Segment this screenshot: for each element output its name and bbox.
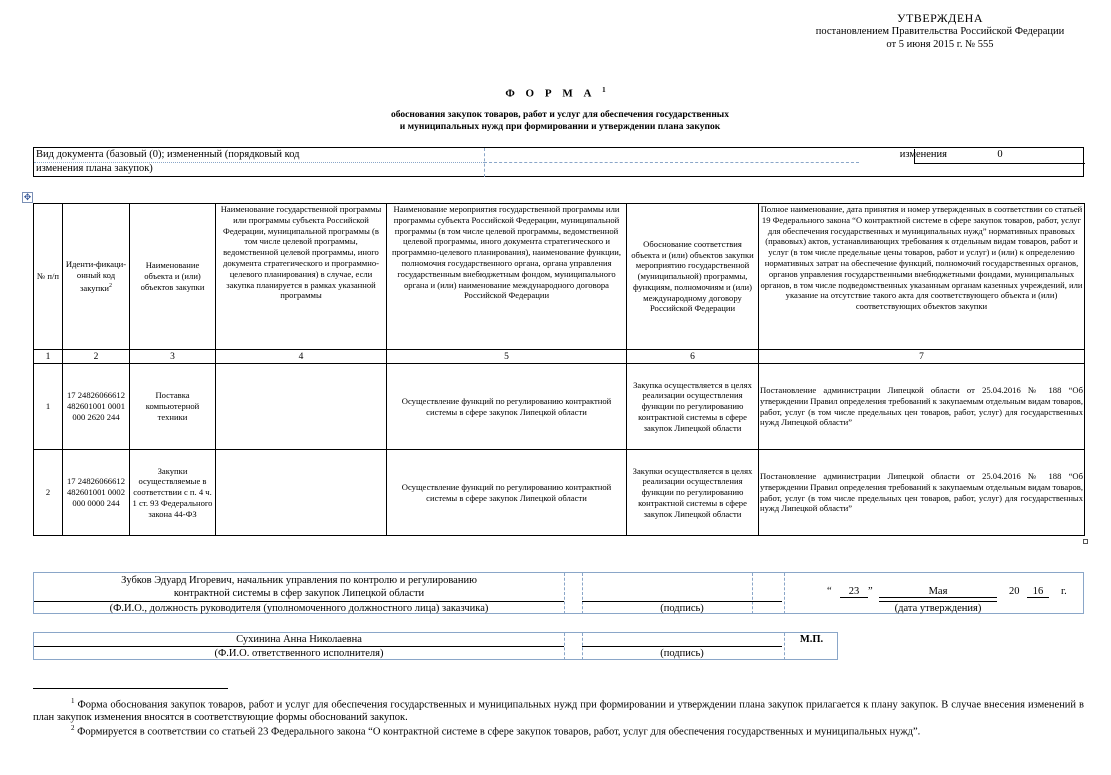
header-cell-program: Наименование государственной программы или программы субъекта Российской Федерации, муниципальной программы (в том числе целевой программы, ведомственной целевой программы, иного документа стратегического и программно-целевого планирования) в случае, если закупка планируется в рамках указанной программы bbox=[216, 204, 387, 350]
approval-date-caption: (дата утверждения) bbox=[879, 601, 997, 615]
document-type-line1: Вид документа (базовый (0); измененный (порядковый код bbox=[36, 149, 300, 160]
footnote-1-text: Форма обоснования закупок товаров, работ и услуг для обеспечения государственных и муниципальных нужд при формировании и утверждении плана закупок прилагается к плану закупок. В случае внесения изменений в план закупок изменения вносятся в соответствующие формы обоснований закупок. bbox=[33, 699, 1084, 723]
approval-year-field[interactable]: 16 bbox=[1027, 586, 1049, 598]
measure-cell[interactable]: Осуществление функций по регулированию контрактной системы в сфере закупок Липецкой области bbox=[387, 450, 627, 536]
header-cell-act: Полное наименование, дата принятия и номер утвержденных в соответствии со статьей 19 Федерального закона “О контрактной системе в сфере закупок товаров, работ, услуг для обеспечения государственных и муниципальных нужд” нормативных правовых (правовых) актов, устанавливающих требования к отдельным видам товаров, работ и услуг (в том числе предельные цены товаров, работ и услуг) и (или) к определению нормативных затрат на обеспечение функций, полномочий государственных органов, органов управления государственными внебюджетными фондами, муниципальных органов, в том числе подведомственных указанным органам казенных учреждений, или указание на отсутствие такого акта для соответствующего объекта и (или) соответствующих объектов закупки bbox=[759, 204, 1085, 350]
footnote-2-text: Формируется в соответствии со статьей 23 Федерального закона “О контрактной системе в сфере закупок товаров, работ, услуг для обеспечения государственных и муниципальных нужд”. bbox=[77, 726, 921, 738]
column-number: 1 bbox=[34, 350, 63, 364]
header-code-text: Иденти-фикаци-онный код закупки bbox=[65, 259, 127, 293]
form-title bbox=[0, 86, 1111, 100]
footnote-separator bbox=[33, 688, 228, 689]
head-name-position[interactable] bbox=[34, 574, 564, 600]
procurement-code-cell[interactable]: 17 24826066612 482601001 0002 000 0000 244 bbox=[63, 450, 130, 536]
head-name-line1: Зубков Эдуард Игоревич, начальник управления по контролю и регулированию bbox=[121, 575, 477, 586]
table-move-handle-icon[interactable]: ✥ bbox=[23, 192, 32, 202]
document-type-line2: изменения плана закупок) bbox=[36, 163, 153, 174]
table-row bbox=[34, 450, 1085, 536]
measure-cell[interactable]: Осуществление функций по регулированию контрактной системы в сфере закупок Липецкой области bbox=[387, 364, 627, 450]
executor-block bbox=[33, 632, 838, 660]
form-subtitle-line1: обоснования закупок товаров, работ и услуг для обеспечения государственных bbox=[391, 110, 729, 120]
form-title-text: Ф О Р М А bbox=[505, 87, 596, 100]
object-cell[interactable]: Поставка компьютерной техники bbox=[130, 364, 216, 450]
date-quote-close: ” bbox=[868, 586, 873, 597]
head-signature-caption: (подпись) bbox=[582, 601, 782, 615]
column-number: 7 bbox=[759, 350, 1085, 364]
executor-signature-caption: (подпись) bbox=[582, 646, 782, 660]
approval-block bbox=[795, 12, 1085, 51]
column-number: 4 bbox=[216, 350, 387, 364]
program-cell[interactable] bbox=[216, 450, 387, 536]
form-subtitle-line2: и муниципальных нужд при формировании и утверждении плана закупок bbox=[399, 122, 721, 132]
approval-line1: постановлением Правительства Российской Федерации bbox=[815, 26, 1065, 37]
column-number: 3 bbox=[130, 350, 216, 364]
form-title-footnote-mark: 1 bbox=[602, 86, 606, 94]
executor-name-field[interactable]: Сухинина Анна Николаевна bbox=[236, 634, 362, 645]
divider bbox=[484, 162, 859, 163]
header-cell-object: Наименование объекта и (или) объектов закупки bbox=[130, 204, 216, 350]
procurement-justification-table bbox=[33, 203, 1085, 536]
executor-name-caption: (Ф.И.О. ответственного исполнителя) bbox=[34, 646, 564, 660]
approval-line2: от 5 июня 2015 г. № 555 bbox=[886, 39, 994, 50]
divider bbox=[564, 573, 565, 614]
divider bbox=[484, 148, 485, 177]
column-number: 5 bbox=[387, 350, 627, 364]
seal-place-label: М.П. bbox=[799, 634, 824, 645]
footnote-2-mark: 2 bbox=[71, 724, 75, 732]
approval-day-field[interactable]: 23 bbox=[840, 586, 868, 598]
footnote-2 bbox=[33, 722, 1084, 739]
changes-value-field[interactable]: 0 bbox=[914, 149, 1085, 164]
procurement-code-cell[interactable]: 17 24826066612 482601001 0001 000 2620 244 bbox=[63, 364, 130, 450]
column-number: 6 bbox=[627, 350, 759, 364]
table-row bbox=[34, 364, 1085, 450]
year-prefix: 20 bbox=[1009, 586, 1020, 597]
divider bbox=[564, 633, 565, 660]
column-number: 2 bbox=[63, 350, 130, 364]
approval-signature-block bbox=[33, 572, 1084, 614]
table-header-row bbox=[34, 204, 1085, 350]
column-number-row bbox=[34, 350, 1085, 364]
program-cell[interactable] bbox=[216, 364, 387, 450]
act-cell[interactable]: Постановление администрации Липецкой области от 25.04.2016 № 188 “Об утверждении Правил определения требований к закупаемым отдельным видам товаров, работ, услуг (в том числе предельных цен товаров, работ, услуг) для государственных нужд Липецкой области” bbox=[759, 364, 1085, 450]
header-cell-number: № п/п bbox=[34, 204, 63, 350]
table-resize-handle[interactable] bbox=[1083, 539, 1088, 544]
justification-cell[interactable]: Закупки осуществляется в целях реализации осуществления функции по регулированию контрактной системы в сфере закупок Липецкой области bbox=[627, 450, 759, 536]
header-cell-justification: Обоснование соответствия объекта и (или) объектов закупки мероприятию государственной (муниципальной) программы, функциям, полномочиям и (или) международному договору Российской Федерации bbox=[627, 204, 759, 350]
header-cell-code bbox=[63, 204, 130, 350]
date-quote-open: “ bbox=[827, 586, 832, 597]
document-type-block bbox=[33, 147, 1084, 177]
object-cell[interactable]: Закупки осуществляемые в соответствии с п. 4 ч. 1 ст. 93 Федерального закона 44-ФЗ bbox=[130, 450, 216, 536]
head-name-line2: контрактной системы в сфер закупок Липецкой области bbox=[173, 588, 425, 599]
footnote-1-mark: 1 bbox=[71, 697, 75, 705]
footnote-1 bbox=[33, 695, 1084, 725]
row-number-cell[interactable]: 1 bbox=[34, 364, 63, 450]
row-number-cell[interactable]: 2 bbox=[34, 450, 63, 536]
approval-title: УТВЕРЖДЕНА bbox=[896, 11, 983, 25]
header-code-footnote-mark: 2 bbox=[108, 282, 112, 289]
head-name-caption: (Ф.И.О., должность руководителя (уполномоченного должностного лица) заказчика) bbox=[34, 601, 564, 615]
form-subtitle bbox=[300, 109, 820, 133]
divider bbox=[784, 573, 785, 614]
changes-label: изменения bbox=[899, 149, 947, 160]
year-unit: г. bbox=[1061, 586, 1067, 597]
approval-month-field[interactable]: Мая bbox=[879, 586, 997, 598]
act-cell[interactable]: Постановление администрации Липецкой области от 25.04.2016 № 188 “Об утверждении Правил определения требований к закупаемым отдельным видам товаров, работ, услуг (в том числе предельных цен товаров, работ, услуг) для государственных нужд Липецкой области” bbox=[759, 450, 1085, 536]
header-cell-measure: Наименование мероприятия государственной программы или программы субъекта Российской Федерации, муниципальной программы (в том числе целевой программы, ведомственной целевой программы, иного документа стратегического и программно-целевого планирования), наименование функции, полномочия государственного органа, органа управления государственным внебюджетным фондом, муниципального органа и (или) наименование международного договора Российской Федерации bbox=[387, 204, 627, 350]
justification-cell[interactable]: Закупка осуществляется в целях реализации осуществления функции по регулированию контрактной системы в сфере закупок Липецкой области bbox=[627, 364, 759, 450]
